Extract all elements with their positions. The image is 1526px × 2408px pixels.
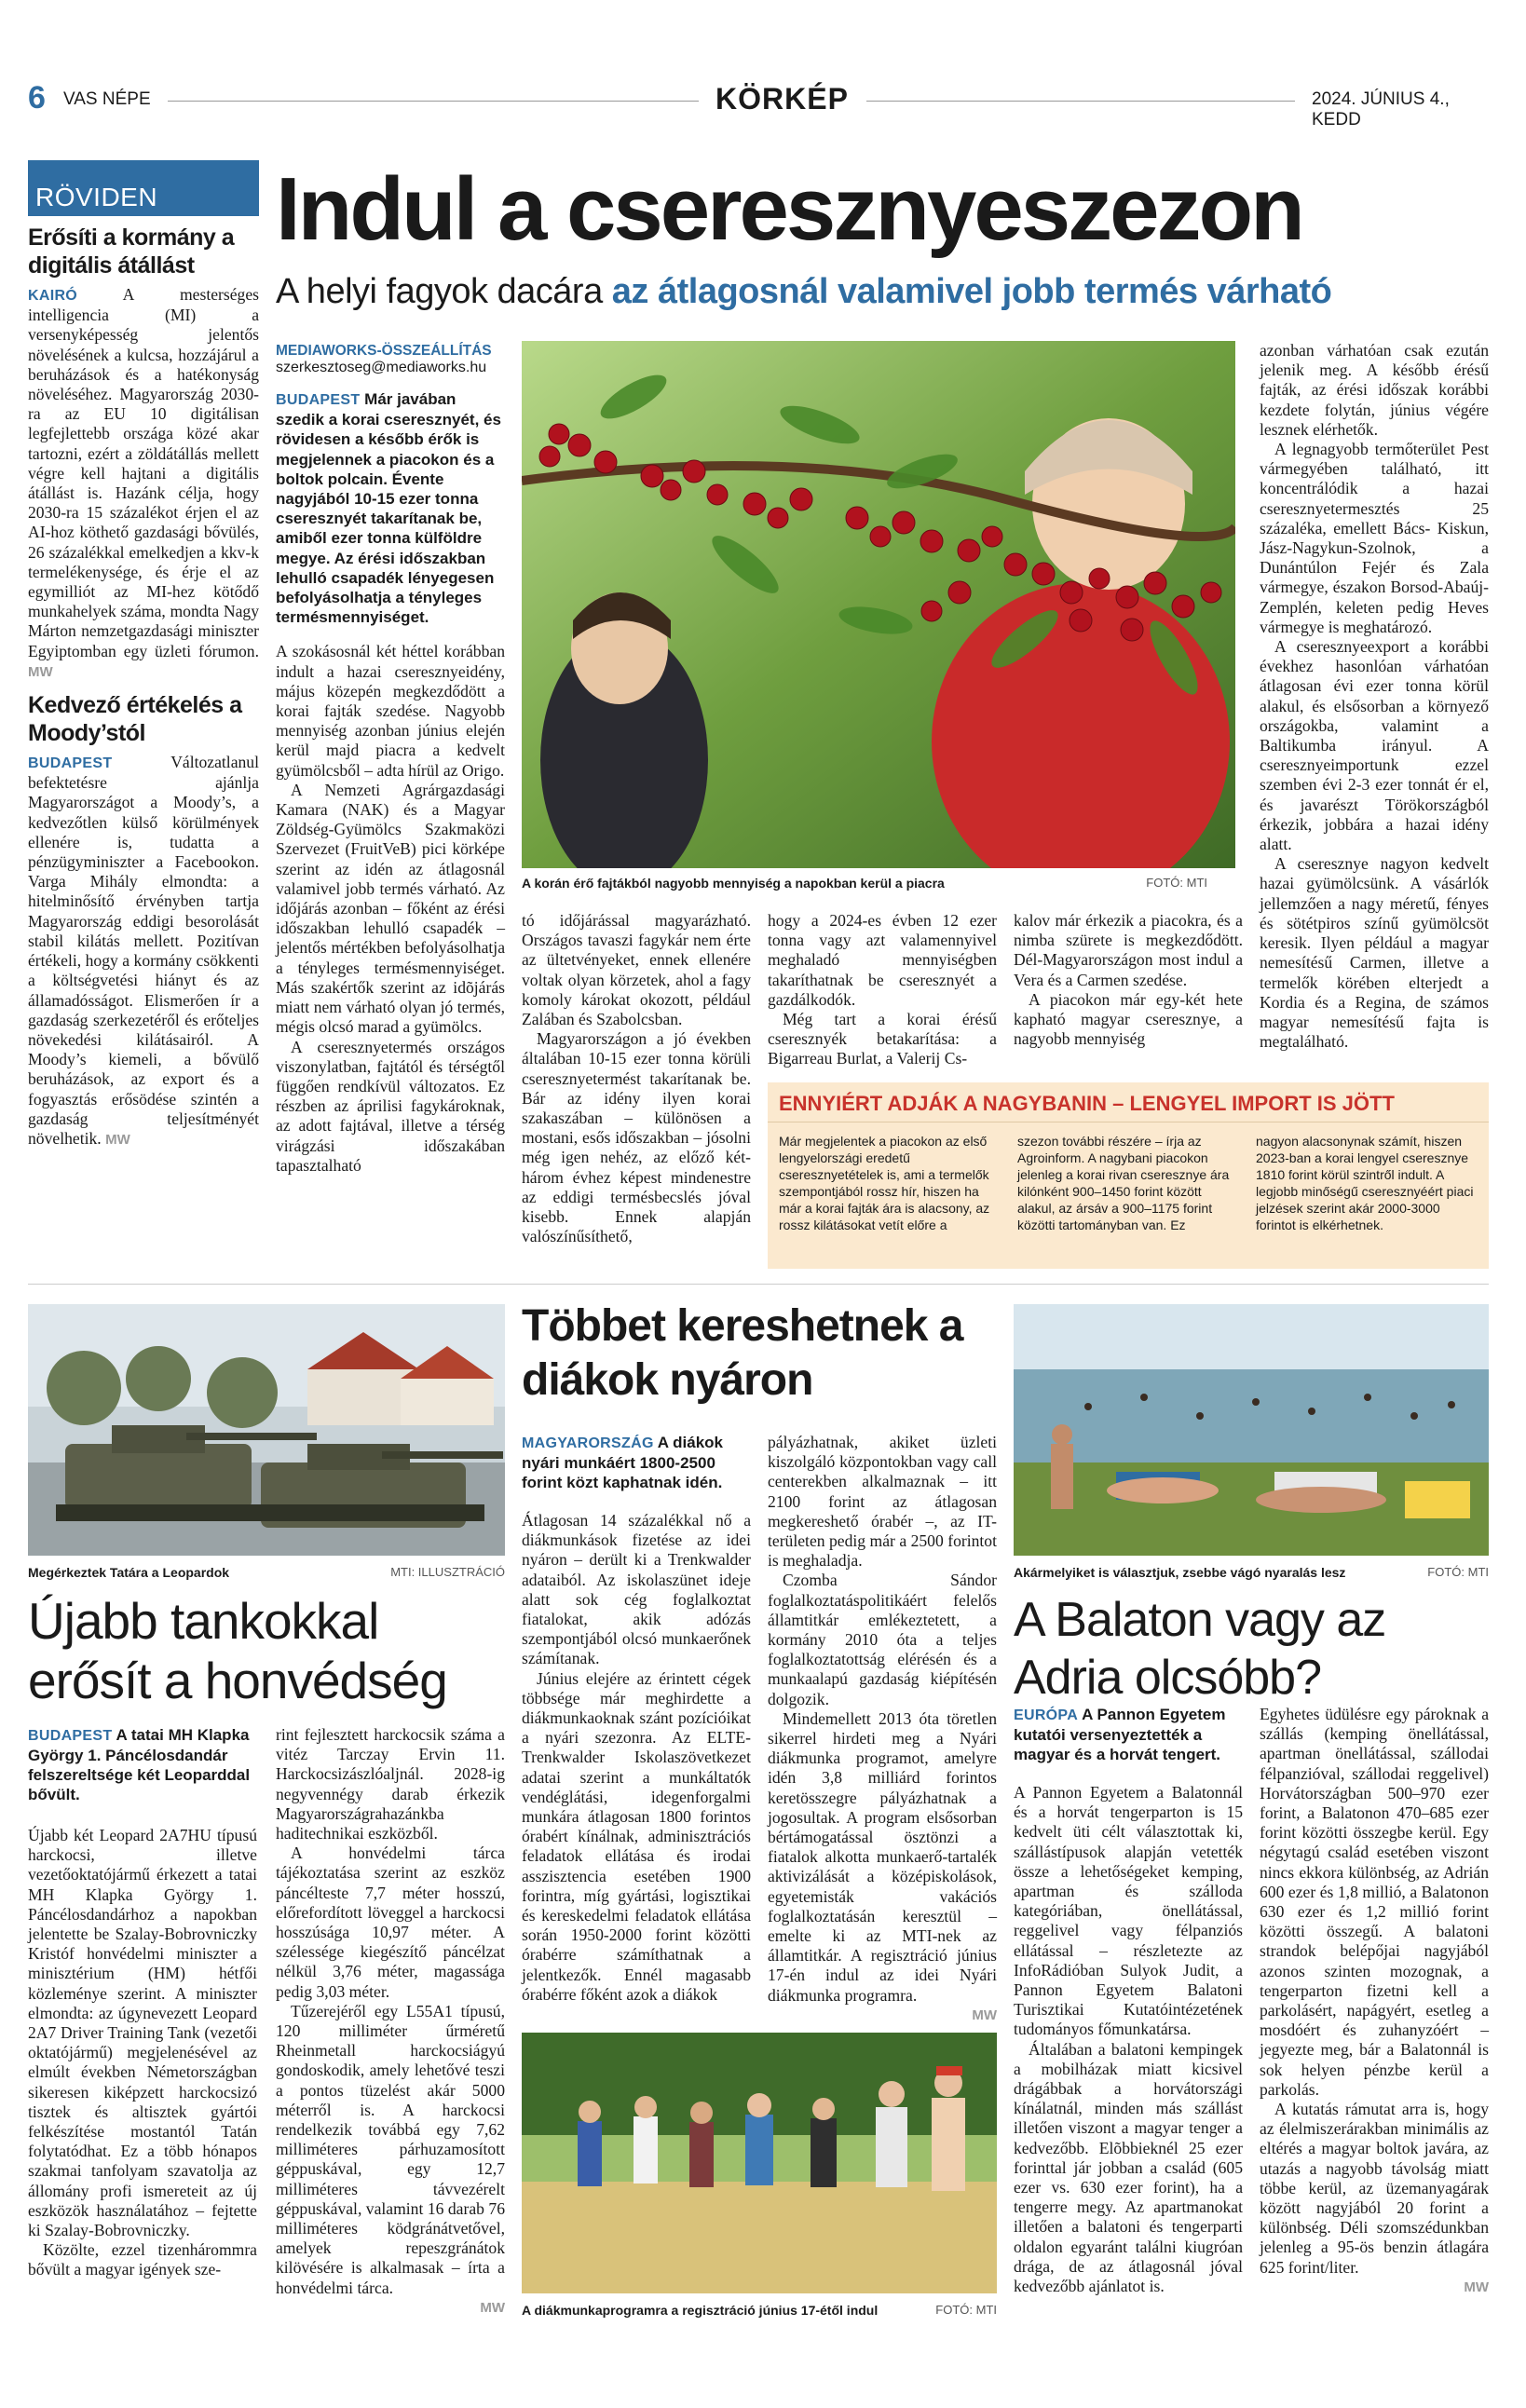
brief-title: Kedvező értékelés a Moody’stól bbox=[28, 692, 242, 747]
main-col2-text bbox=[522, 911, 751, 1246]
main-subtitle bbox=[276, 272, 1331, 312]
tank-col1-text bbox=[28, 1826, 257, 2280]
price-box-col1: Már megjelentek a piacokon az első lengyelországi eredetű cseresznyetételek is, ami a termelők szempontjából rossz hír, hiszen ha már a korai fajták ára is alacsony, az rossz kilátásokat vetít előre a bbox=[779, 1134, 990, 1232]
paragraph: A Nemzeti Agrárgazdasági Kamara (NAK) és a Magyar Zöldség-Gyümölcs Szakmaközi Szervezet (FruitVeB) pici körképe szerint az idén az átlagosnál valamivel jobb termés várható. Az időjárás azonban – főként az érési időszakban lehulló csapadék – jelentős mértékben befolyásolhatja a tényleges termésmennyiséget. Más szakértők szerint az idõjárás miatt nem várható olyan jó termés, mégis olcsó marad a gyümölcs. bbox=[276, 780, 505, 1037]
photo-credit: FOTÓ: MTI bbox=[1427, 1565, 1489, 1579]
brief-title: Erősíti a kormány a digitális átállást bbox=[28, 224, 235, 279]
main-lead bbox=[276, 389, 505, 627]
paragraph: Általában a balatoni kempingek a mobilházak miatt kicsivel drágábbak a horvátországi kínálatnál, minden más szállást illetően viszont a magyar tenger a kedvezőbb. Elõbbieknél 25 ezer forinttal jár jobban a család (605 ezer vs. 630 ezer forint), ha a tengerre megy. Az apartmanokat illetően a balatoni és tengerparti oldalon egyaránt találni kiugróan drága, de az átlagosnál jóval kedvezőbb ajánlatot is. bbox=[1014, 2039, 1243, 2296]
page-number: 6 bbox=[28, 80, 46, 116]
balaton-lead bbox=[1014, 1705, 1243, 1764]
student-photo-image bbox=[522, 2033, 997, 2293]
balaton-col1-text bbox=[1014, 1783, 1243, 2296]
paragraph: Június elejére az érintett cégek többsége már meghirdette a diákmunkaoknak szánt pozícióikat a nyári szezonra. Az ELTE-Trenkwalder Iskolaszövetkezet adatai szerint a munkáltatók vendéglátási, idegenforgalmi munkára átlagosan 1800 forintos órabért kínálnak, adminisztrációs feladatok ellátása és irodai asszisztencia esetében 1900 forintra, míg gyártási, logisztikai és kereskedelmi feladatok ellátása során 1950-2000 forint közötti órabérre számíthatnak a jelentkezők. Ennél magasabb órabérre főként azok a diákok bbox=[522, 1668, 751, 2004]
balaton-lead-text: A Pannon Egyetem kutatói versenyeztették a magyar és a horvát tengert. bbox=[1014, 1706, 1226, 1763]
brief-body bbox=[28, 285, 259, 682]
paragraph: Újabb két Leopard 2A7HU típusú harckocsi, illetve vezetőoktatójármű érkezett a tatai MH Klapka György 1. Páncélosdandárhoz a napokban jelentette be Szalay-Bobrovniczky Kristóf honvédelmi miniszter a minisztérium (HM) hétfői közleménye szerint. A miniszter elmondta: az úgynevezett Leopard 2A7 Driver Training Tank (vezetői oktatójármű) megjelenésével az elmúlt években Németországban sikeresen kiképzett harckocsizó tisztek és altisztek gyártói felkészítése mostantól Tatán folytatódhat. Ez a több hónapos szakmai tanfolyam szavatolja az állomány profi ismereteit az új eszközök használatához – fejtette ki Szalay-Bobrovniczky. bbox=[28, 1826, 257, 2240]
tank-dateline: BUDAPEST bbox=[28, 1728, 113, 1744]
balaton-headline: A Balaton vagy az Adria olcsóbb? bbox=[1014, 1593, 1386, 1705]
paragraph: tó időjárással magyarázható. Országos tavaszi fagykár nem érte az ültetvényeket, ennek ellenére voltak olyan körzetek, ahol a fagy komoly károkat okozott, például Zalában és Szabolcsban. bbox=[522, 911, 751, 1029]
paragraph: rint fejlesztett harckocsik száma a vitéz Tarczay Ervin 11. Harckocsizászlóaljnál. 2028-ig negyvennégy darab érkezik Magyarországrahazánkba haditechnikai eszközből. bbox=[276, 1725, 505, 1843]
brief-body bbox=[28, 753, 259, 1150]
tank-lead bbox=[28, 1725, 257, 1804]
student-headline: Többet kereshetnek a diákok nyáron bbox=[522, 1301, 963, 1405]
balaton-dateline: EURÓPA bbox=[1014, 1707, 1079, 1723]
paragraph: A szokásosnál két héttel korábban indult a hazai cseresznyeidény, május közepén megkezdődött a korai fajták szedése. Nagyobb mennyiség azonban június elején kerül majd piacra a kedvelt gyümölcsből – adta hírül az Origo. bbox=[276, 642, 505, 780]
cherry-photo bbox=[522, 341, 1235, 868]
price-box-col3: nagyon alacsonynak számít, hiszen 2023-ban a korai lengyel cseresznye 1810 forint körül szintről indult. A legjobb minőségű cseresznyéért piaci jelzések szerint akár 2000-3000 forintot is elkérhetnek. bbox=[1256, 1134, 1474, 1232]
tank-photo bbox=[28, 1304, 505, 1556]
main-email: szerkesztoseg@mediaworks.hu bbox=[276, 360, 487, 375]
student-photo bbox=[522, 2033, 997, 2293]
main-col1-text bbox=[276, 642, 505, 1175]
paragraph: Átlagosan 14 százalékkal nő a diákmunkások fizetése az idei nyáron – derült ki a Trenkwalder adataiból. Az iskolaszünet ideje alatt sok cég foglalkoztat fiatalokat, akik adózás szempontjából olcsó munkaerőnek számítanak. bbox=[522, 1511, 751, 1668]
photo-credit: FOTÓ: MTI bbox=[1146, 876, 1207, 890]
student-col1-text bbox=[522, 1511, 751, 2005]
main-col5-text bbox=[1260, 341, 1489, 1052]
brief-text: Változatlanul befektetésre ajánlja Magyarországot a Moody’s, a kedvezőtlen külső körülmények ellenére is, tudatta a pénzügyminiszter a Facebookon. Varga Mihály elmondta: a hitelminősítő érvényben tartja Magyarország eddigi besorolását stabil kilátás mellett. Pozitívan értékeli, hogy a kormány csökkenti a költségvetési hiányt és az államadósságot. Elismerően ír a gazdaság szerkezetéről és erőteljes növekedési kilátásairól. A Moody’s kiemeli, a bővülő beruházások, az export és a fogyasztás erősödése szintén a gazdaság teljesítményét növelhetik. bbox=[28, 753, 259, 1148]
paper-name: VAS NÉPE bbox=[63, 89, 151, 109]
paragraph: pályázhatnak, akiket üzleti kiszolgáló központokban vagy call centerekben alkalmaznak – itt 2100 forint az átlagosan megkereshető órabér –, az IT-területen pedig már a 2500 forintot is meghaladja. bbox=[768, 1433, 997, 1571]
signature: MW bbox=[480, 2299, 505, 2316]
section-name: KÖRKÉP bbox=[715, 82, 849, 116]
tank-lead-text: A tatai MH Klapka György 1. Páncélosdandár felszereltsége két Leoparddal bővült. bbox=[28, 1726, 251, 1803]
subtitle-plain: A helyi fagyok dacára bbox=[276, 272, 612, 311]
brief-signature: MW bbox=[105, 1131, 130, 1148]
paragraph: kalov már érkezik a piacokra, és a nimba szürete is megkezdődött. Dél-Magyarországon most indul a Vera és a Carmen szedése. bbox=[1014, 911, 1243, 989]
price-box-title: ENNYIÉRT ADJÁK A NAGYBANIN – LENGYEL IMPORT IS JÖTT bbox=[768, 1082, 1489, 1122]
caption-text: A diákmunkaprogramra a regisztráció június 17-étől indul bbox=[522, 2303, 879, 2318]
paragraph: hogy a 2024-es évben 12 ezer tonna vagy azt valamennyivel meghaladó mennyiségben takaríthatnak be cseresznyét a gazdálkodók. bbox=[768, 911, 997, 1009]
balaton-col2-text bbox=[1260, 1705, 1489, 2297]
tank-photo-image bbox=[28, 1304, 505, 1556]
main-lead-text: Már javában szedik a korai cseresznyét, és rövidesen a később érők is megjelennek a piacokon és a boltok polcain. Évente nagyjából 10-15 ezer tonna cseresznyét takarítanak be, amiből ezer tonna külföldre megye. Az érési időszakban lehulló csapadék lényegesen befolyásolhatja a tényleges termésmennyiséget. bbox=[276, 390, 501, 627]
paragraph: A cseresznyeexport a korábbi évekhez hasonlóan várhatóan átlagosan évi ezer tonna körül alakul, és elsősorban a környező országokba, valamint a Baltikumba irányul. A cseresznyeimportunk ezzel szemben évi 2-3 ezer tonnát ér el, és javarészt Törökországból érkezik, jobbára a hazai idény alatt. bbox=[1260, 637, 1489, 854]
brief-signature: MW bbox=[28, 663, 53, 680]
header-rule-left bbox=[168, 101, 699, 102]
main-byline: MEDIAWORKS-ÖSSZEÁLLÍTÁS bbox=[276, 343, 492, 359]
main-col4-text bbox=[1014, 911, 1243, 1049]
paragraph: Magyarországon a jó években általában 10-15 ezer tonna körüli cseresznyetermést takarítanak be. Bár az idény ilyen korai szakaszában – különösen a mostani, esős időszakban – jósolni még igen nehéz, az előző két-három évhez képest mindenestre az eddigi termésbecslés jóval kisebb. Ennek alapján valószínűsíthető, bbox=[522, 1029, 751, 1246]
paragraph: Tűzerejéről egy L55A1 típusú, 120 milliméter űrméretű Rheinmetall harckocsiágyú gondoskodik, amely lehetővé teszi a pontos tüzelést akár 5000 méterről is. A harckocsi rendelkezik továbbá egy 7,62 milliméteres párhuzamosított géppuskával, egy 12,7 milliméteres távvezérelt géppuskával, valamint 16 darab 76 milliméteres ködgránátvetővel, amelyek repeszgránátok kilövésére is alkalmasak – írta a honvédelmi tárca. bbox=[276, 2001, 505, 2297]
paragraph: Közölte, ezzel tizenhárommra bővült a magyar igények sze- bbox=[28, 2240, 257, 2279]
tank-headline: Újabb tankokkal erősít a honvédség bbox=[28, 1592, 447, 1709]
brief-dateline: BUDAPEST bbox=[28, 755, 113, 772]
paragraph: Egyhetes üdülésre egy pároknak a szállás (kemping önellátással, apartman önellátással, szállodai félpanzióval, szállodai reggelivel) Horvátországban 500–970 ezer forint, a Balatonon 470–685 ezer forint közötti összegbe kerül. Egy négytagú család esetében viszont nincs ekkora különbség, az Adrián 600 ezer és 1,8 millió, a Balatonon 630 ezer és 1,2 millió forint közötti összegű. A balatoni strandok belépőjai nagyjából azonos szinten mozognak, a tengerparton fizetni kell a parkolásért, napágyért, esetleg a mosdóért és zuhanyzóért – jegyezte meg, bár a Balatonnál is sok helyen pénzbe kerül a parkolás. bbox=[1260, 1705, 1489, 2099]
signature: MW bbox=[972, 2007, 997, 2023]
roviden-column bbox=[28, 160, 259, 1150]
caption-text: Akármelyiket is választjuk, zsebbe vágó nyaralás lesz bbox=[1014, 1565, 1346, 1580]
price-box bbox=[768, 1082, 1489, 1269]
paragraph: A legnagyobb termőterület Pest vármegyében található, itt koncentrálódik a hazai cseresznyetermesztés 25 százaléka, emellett Bács- Kiskun, Jász-Nagykun-Szolnok, a Dunántúlon Fejér és Zala vármegye, északon Borsod-Abaúj-Zemplén, keleten pedig Heves vármegye is meghatározó. bbox=[1260, 440, 1489, 636]
main-dateline: BUDAPEST bbox=[276, 392, 361, 408]
paragraph: azonban várhatóan csak ezután jelenik meg. A később érésű fajták, az érési időszak korábbi kezdete folytán, június végére lesznek elérhetők. bbox=[1260, 341, 1489, 439]
paragraph: A cseresznyetermés országos viszonylatban, fajtától és térségtől függően rendkívül változatos. Ez részben az áprilisi fagykároknak, az adott fajtával, illetve a térség virágzási időszakában tapasztalható bbox=[276, 1037, 505, 1175]
caption-text: Megérkeztek Tatára a Leopardok bbox=[28, 1565, 230, 1580]
tank-photo-caption bbox=[28, 1565, 505, 1580]
paragraph: A cseresznye nagyon kedvelt hazai gyümölcsünk. A vásárlók jellemzően a nagy méretű, fényes és sötétpiros színű gyümölcsöt keresik. Ilyen például a magyar nemesítésű Carmen, illetve a termelők körében elterjedt a Kordia és a Regina, de számos magyar nemesítésű fajta is megtalálható. bbox=[1260, 854, 1489, 1052]
paragraph: A piacokon már egy-két hete kapható magyar cseresznye, a nagyobb mennyiség bbox=[1014, 989, 1243, 1049]
paragraph: A kutatás rámutat arra is, hogy az élelmiszerárakban minimális az eltérés a magyar boltok javára, az utazás a nagyobb távolság miatt többe kerül, az üzemanyagárak között nagyjából 20 forint a különbség. Déli szomszédunkban jelenleg a 95-ös benzin átlagára 625 forint/liter. bbox=[1260, 2100, 1489, 2277]
subtitle-accent: az átlagosnál valamivel jobb termés várható bbox=[611, 272, 1332, 311]
beach-photo-image bbox=[1014, 1304, 1489, 1556]
photo-credit: MTI: ILLUSZTRÁCIÓ bbox=[390, 1565, 505, 1579]
main-column-1 bbox=[276, 343, 505, 1176]
roviden-label: RÖVIDEN bbox=[28, 160, 259, 216]
cherry-photo-image bbox=[522, 341, 1235, 868]
price-box-col2: szezon további részére – írja az Agroinform. A nagybani piacokon jelenleg a korai rivan cseresznye ára kilónként 900–1450 forint között alakul, az ársáv a 900–1175 forint közötti tartományban van. Ez bbox=[1017, 1134, 1230, 1232]
student-lead bbox=[522, 1433, 751, 1492]
photo-credit: FOTÓ: MTI bbox=[935, 2303, 997, 2317]
header-rule-right bbox=[866, 101, 1295, 102]
page-header bbox=[28, 80, 1498, 129]
tank-col2-text bbox=[276, 1725, 505, 2318]
main-col3-text bbox=[768, 911, 997, 1069]
paragraph: A Pannon Egyetem a Balatonnál és a horvát tengerparton is 15 kedvelt üti célt választottak ki, szállástípusok alapján vetették össze a lehetőségeket kemping, apartman és szállodа kategóriában, önellátással, reggelivel vagy félpanziós ellátással – részletezte az InfoRádióban Sulyok Judit, a Pannon Egyetem Balatoni Turisztikai Kutatóintézetének tudományos főmunkatársa. bbox=[1014, 1783, 1243, 2039]
brief-dateline: KAIRÓ bbox=[28, 288, 78, 304]
issue-date: 2024. JÚNIUS 4., KEDD bbox=[1312, 89, 1450, 129]
beach-photo bbox=[1014, 1304, 1489, 1556]
student-dateline: MAGYARORSZÁG bbox=[522, 1435, 654, 1451]
paragraph: Mindemellett 2013 óta töretlen sikerrel hirdeti meg a Nyári diákmunka programot, amelyre idén 3,8 milliárd forintos keretösszegre pályázhatnak a jogosultak. A program elsősorban bértámogatással ösztönzi a fiatalok alkotta munkaerő-tartalék aktivizálását a középiskolások, egyetemisták vakációs foglalkoztatásán keresztül – emelte ki az MTI-nek az államtitkár. A regisztráció június 17-én indul az idei Nyári diákmunka programra. bbox=[768, 1708, 997, 2005]
paragraph: Még tart a korai érésű cseresznyék betakarítása: a Bigarreau Burlat, a Valerij Cs- bbox=[768, 1010, 997, 1068]
main-headline: Indul a cseresznyeszezon bbox=[276, 159, 1302, 259]
section-rule bbox=[28, 1284, 1489, 1285]
student-lead-text: A diákok nyári munkáért 1800-2500 forint közt kaphatnak idén. bbox=[522, 1434, 724, 1491]
signature: MW bbox=[1464, 2279, 1489, 2295]
cherry-photo-caption bbox=[522, 876, 1235, 891]
brief-text: A mesterséges intelligencia (MI) a versenyképesség jelentős növelésének a kulcsa, hozzájárul a beruházások és a hatékonyság növeléséhez. Magyarország 2030-ra az EU 10 digitálisan legfejlettebb országa közé akar tartozni, ezért a zöldátállás mellett végre kell hajtani a digitális átállást is. Hazánk célja, hogy 2030-ra 15 százalékot érjen el az AI-hoz köthető gazdasági bővülés, 26 százalékkal emelkedjen a kkv-k termelékenysége, és érje el az egymilliót az MI-hez kötődő munkahelyek száma, mondta Nagy Márton nemzetgazdasági miniszter Egyiptomban egy üzleti fórumon. bbox=[28, 285, 259, 660]
paragraph: Czomba Sándor foglalkoztatáspolitikáért felelős államtitkár emlékeztetett, a kormány 2010 óta a teljes foglalkoztatottság elérésén és a munkaalapú gazdaság kiépítésén dolgozik. bbox=[768, 1571, 997, 1708]
beach-photo-caption bbox=[1014, 1565, 1489, 1580]
student-col2-text bbox=[768, 1433, 997, 2025]
caption-text: A korán érő fajtákból nagyobb mennyiség a napokban kerül a piacra bbox=[522, 876, 945, 891]
paragraph: A honvédelmi tárca tájékoztatása szerint az eszköz páncélteste 7,7 méter hosszú, előrefordított löveggel a harckocsi hosszúsága 10,97 méter. A szélessége kiegészítő páncélzat nélkül 3,76 méter, magassága pedig 3,03 méter. bbox=[276, 1843, 505, 2001]
student-photo-caption bbox=[522, 2303, 997, 2318]
